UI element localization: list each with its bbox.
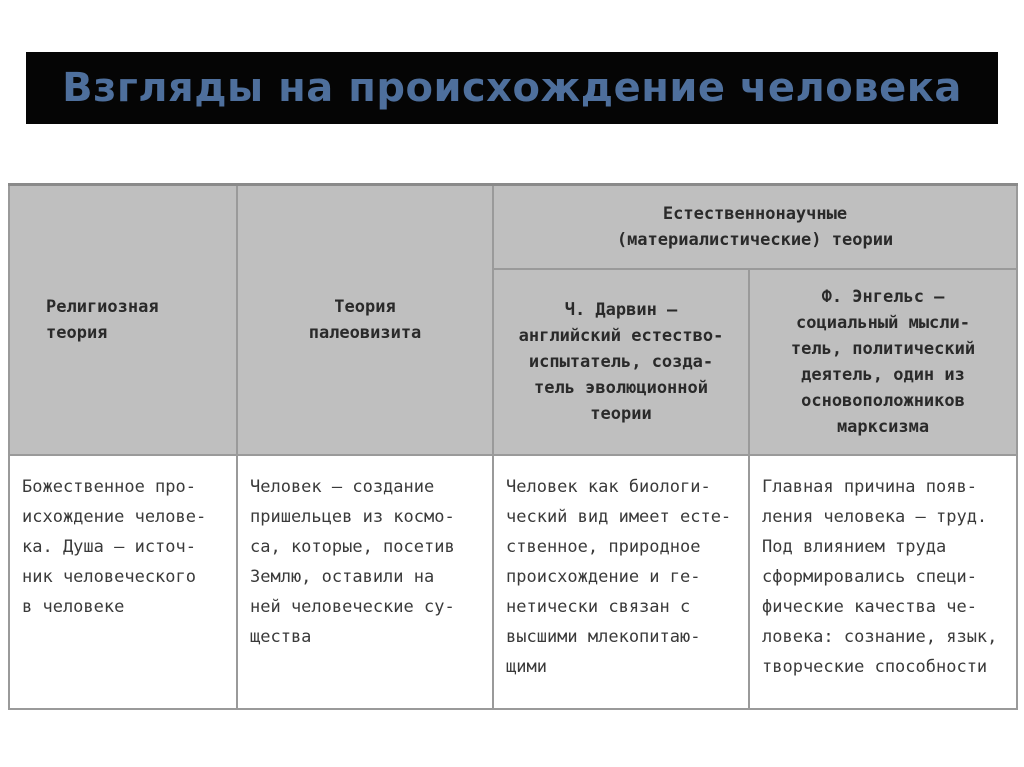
table-container bbox=[8, 183, 1016, 707]
header-paleovisit-theory-label: Теория палеовизита bbox=[308, 296, 422, 343]
cell-engels bbox=[749, 455, 1017, 709]
header-row-top bbox=[9, 185, 1017, 269]
header-religious-theory-label: Религиозная теория bbox=[46, 296, 159, 343]
header-darwin-label: Ч. Дарвин — английский естество- испытатель, созда- тель эволюционной теории bbox=[518, 299, 724, 424]
header-natural-science-theories-label: Естественнонаучные (материалистические) теории bbox=[616, 203, 894, 250]
origin-views-table bbox=[8, 183, 1018, 710]
cell-religious-text: Божественное про- исхождение челове- ка. Душа — источ- ник человеческого в человеке bbox=[22, 476, 207, 617]
cell-darwin-text: Человек как биологи- ческий вид имеет есте- ственное, природное происхождение и ге- нетически связан с высшими млекопитаю- щими bbox=[506, 476, 732, 677]
header-darwin bbox=[493, 269, 749, 455]
header-engels bbox=[749, 269, 1017, 455]
cell-darwin bbox=[493, 455, 749, 709]
cell-engels-text: Главная причина появ- ления человека — труд. Под влиянием труда сформировались специ- фические качества че- ловека: сознание, язык, творческие способности bbox=[762, 476, 998, 677]
header-natural-science-theories bbox=[493, 185, 1017, 269]
cell-paleovisit bbox=[237, 455, 493, 709]
header-paleovisit-theory bbox=[237, 185, 493, 455]
cell-paleovisit-text: Человек — создание пришельцев из космо- са, которые, посетив Землю, оставили на ней человеческие су- щества bbox=[250, 476, 455, 647]
header-engels-label: Ф. Энгельс — социальный мысли- тель, политический деятель, один из основоположников марксизма bbox=[790, 286, 976, 437]
slide-title: Взгляды на происхождение человека bbox=[62, 65, 962, 111]
cell-religious bbox=[9, 455, 237, 709]
title-bar bbox=[26, 52, 998, 124]
table-row bbox=[9, 455, 1017, 709]
header-religious-theory bbox=[9, 185, 237, 455]
